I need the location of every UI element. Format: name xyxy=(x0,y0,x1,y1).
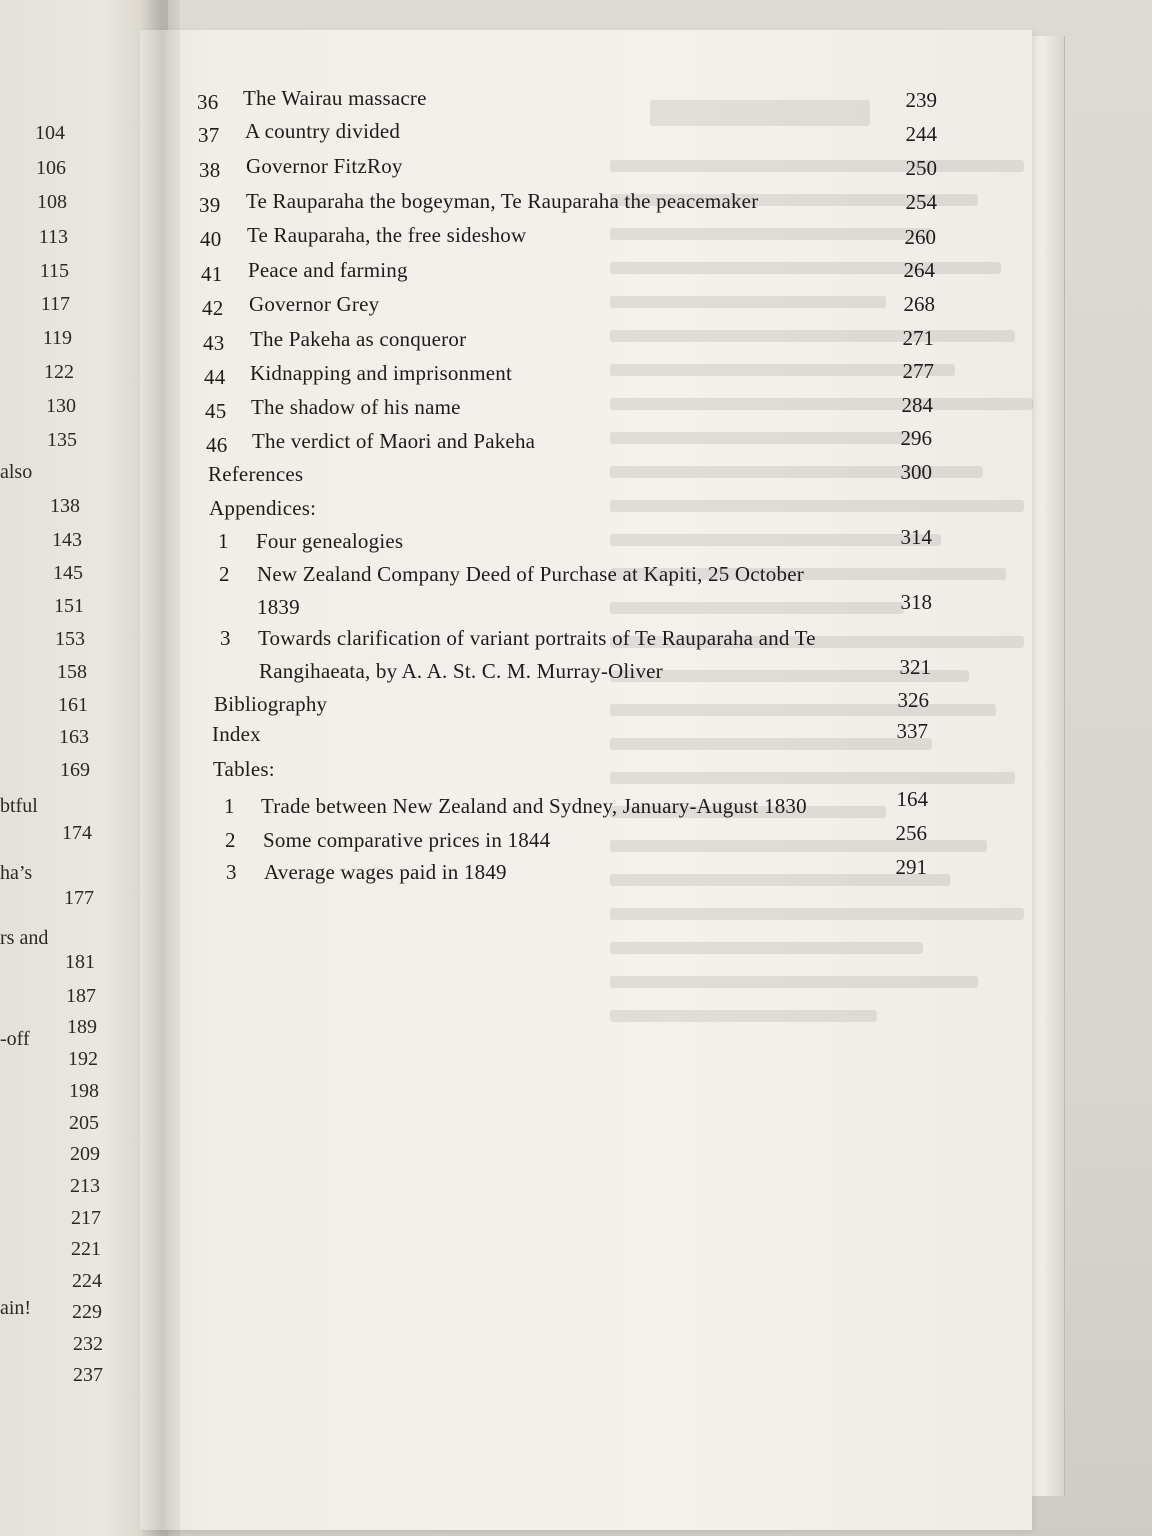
tables-heading: Tables: xyxy=(213,757,275,781)
table-title: Some comparative prices in 1844 xyxy=(263,828,551,852)
appendix-page: 314 xyxy=(900,525,932,549)
left-page-number: 181 xyxy=(65,951,95,973)
left-page-number: 143 xyxy=(52,529,82,551)
left-page-number: 213 xyxy=(70,1175,100,1197)
left-page-number: 209 xyxy=(70,1143,100,1165)
references-page: 300 xyxy=(900,460,932,484)
chapter-number: 46 xyxy=(206,433,228,457)
left-page-number: 104 xyxy=(35,122,65,144)
chapter-title: Governor Grey xyxy=(249,292,380,316)
chapter-page: 250 xyxy=(905,156,937,180)
chapter-number: 37 xyxy=(198,123,220,147)
left-page-number: 117 xyxy=(40,293,70,315)
chapter-title: Peace and farming xyxy=(248,258,408,282)
left-page-number: 237 xyxy=(73,1364,103,1386)
chapter-number: 38 xyxy=(199,158,221,182)
left-page-number: 108 xyxy=(37,191,67,213)
chapter-number: 41 xyxy=(201,262,223,286)
table-page: 291 xyxy=(895,855,927,879)
left-page-number: 187 xyxy=(66,985,96,1007)
left-page-text-fragment: ain! xyxy=(0,1297,32,1319)
chapter-page: 264 xyxy=(903,258,935,282)
left-page-number: 192 xyxy=(68,1048,98,1070)
appendix-title: Four genealogies xyxy=(256,529,404,553)
left-page-number: 189 xyxy=(67,1016,97,1038)
chapter-number: 39 xyxy=(199,193,221,217)
chapter-page: 271 xyxy=(902,326,934,350)
left-page-number: 169 xyxy=(60,759,90,781)
left-page-number: 119 xyxy=(42,327,72,349)
chapter-number: 45 xyxy=(205,399,227,423)
appendix-title: Towards clarification of variant portraits of Te Rauparaha and Te xyxy=(258,626,816,650)
index-entry: Index xyxy=(212,722,261,746)
left-page-number: 113 xyxy=(38,226,68,248)
chapter-page: 239 xyxy=(905,88,937,112)
left-page-number: 135 xyxy=(47,429,77,451)
left-page-number: 205 xyxy=(69,1112,99,1134)
table-title: Trade between New Zealand and Sydney, January-August 1830 xyxy=(261,794,807,818)
bibliography-page: 326 xyxy=(897,688,929,712)
appendices-heading: Appendices: xyxy=(209,496,317,520)
left-page-number: 158 xyxy=(57,661,87,683)
chapter-title: Governor FitzRoy xyxy=(246,154,403,178)
chapter-title: Te Rauparaha, the free sideshow xyxy=(247,223,527,247)
left-page-text-fragment: btful xyxy=(0,795,38,817)
appendix-page: 321 xyxy=(899,655,931,679)
bibliography-entry: Bibliography xyxy=(214,692,328,716)
chapter-page: 268 xyxy=(903,292,935,316)
chapter-page: 277 xyxy=(902,359,934,383)
chapter-title: The verdict of Maori and Pakeha xyxy=(252,429,536,453)
left-page-number: 217 xyxy=(71,1207,101,1229)
gutter-shadow xyxy=(140,0,180,1536)
table-page: 164 xyxy=(896,787,928,811)
chapter-number: 44 xyxy=(204,365,226,389)
left-page-number: 163 xyxy=(59,726,89,748)
chapter-title: Te Rauparaha the bogeyman, Te Rauparaha the peacemaker xyxy=(246,189,759,213)
table-number: 3 xyxy=(226,860,237,884)
chapter-title: A country divided xyxy=(245,119,401,143)
left-page-number: 232 xyxy=(73,1333,103,1355)
left-page-number: 138 xyxy=(50,495,80,517)
left-page-number: 161 xyxy=(58,694,88,716)
left-page-number: 198 xyxy=(69,1080,99,1102)
table-number: 1 xyxy=(224,794,235,818)
table-title: Average wages paid in 1849 xyxy=(264,860,507,884)
left-page-number: 145 xyxy=(53,562,83,584)
left-page-number: 130 xyxy=(46,395,76,417)
appendix-title: New Zealand Company Deed of Purchase at Kapiti, 25 October xyxy=(257,562,804,586)
table-number: 2 xyxy=(225,828,236,852)
index-page: 337 xyxy=(896,719,928,743)
chapter-title: Kidnapping and imprisonment xyxy=(250,361,513,385)
appendix-number: 2 xyxy=(219,562,230,586)
left-page-number: 153 xyxy=(55,628,85,650)
left-page-number: 177 xyxy=(64,887,94,909)
chapter-number: 42 xyxy=(202,296,224,320)
table-page: 256 xyxy=(895,821,927,845)
chapter-page: 244 xyxy=(905,122,937,146)
left-page-number: 174 xyxy=(62,822,92,844)
left-page-number: 229 xyxy=(72,1301,102,1323)
chapter-page: 284 xyxy=(901,393,933,417)
left-page-number: 115 xyxy=(39,260,69,282)
chapter-page: 296 xyxy=(900,426,932,450)
chapter-title: The shadow of his name xyxy=(251,395,461,419)
left-page-number: 151 xyxy=(54,595,84,617)
left-page-text-fragment: also xyxy=(0,461,33,483)
chapter-title: The Pakeha as conqueror xyxy=(250,327,467,351)
references-entry xyxy=(208,462,303,487)
left-page-text-fragment: ha’s xyxy=(0,862,33,884)
left-page-number: 221 xyxy=(71,1238,101,1260)
references-label: References xyxy=(208,462,304,486)
left-page-number: 224 xyxy=(72,1270,102,1292)
left-page-number: 122 xyxy=(44,361,74,383)
appendix-title-continued: 1839 xyxy=(257,595,300,619)
appendix-number: 3 xyxy=(220,626,231,650)
chapter-page: 260 xyxy=(904,225,936,249)
chapter-number: 43 xyxy=(203,331,225,355)
chapter-title: The Wairau massacre xyxy=(243,86,427,110)
left-page-number: 106 xyxy=(36,157,66,179)
left-page-text-fragment: rs and xyxy=(0,927,49,949)
appendix-number: 1 xyxy=(218,529,229,553)
page-stack-edge xyxy=(1028,36,1065,1496)
appendix-title-continued: Rangihaeata, by A. A. St. C. M. Murray-Oliver xyxy=(259,659,663,683)
left-page-text-fragment: -off xyxy=(0,1028,30,1050)
chapter-page: 254 xyxy=(905,190,937,214)
chapter-number: 40 xyxy=(200,227,222,251)
appendix-page: 318 xyxy=(900,590,932,614)
chapter-number: 36 xyxy=(197,90,219,114)
